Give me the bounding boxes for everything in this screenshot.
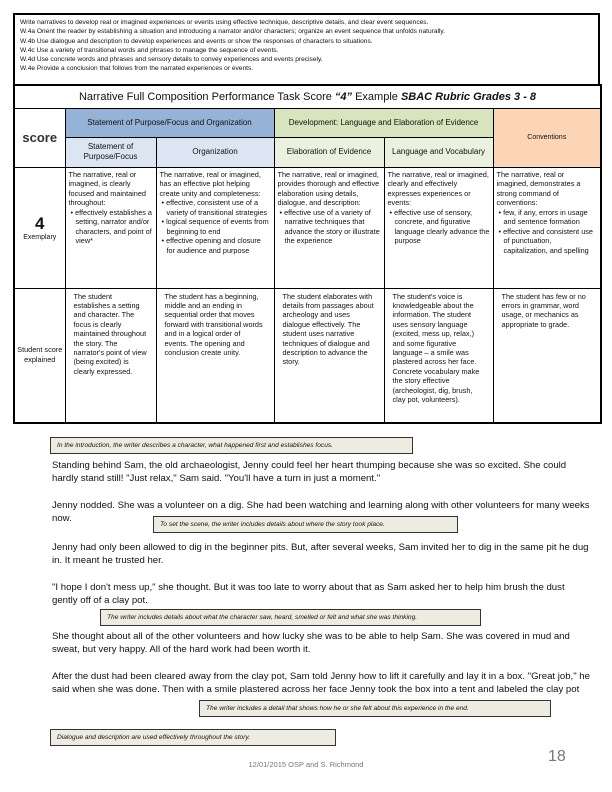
standard-line: W.4a Orient the reader by establishing a situation and introducing a narrator and/or characters; organize an event sequence that unfolds naturally. [20,28,446,36]
explained-language: The student's voice is knowledgeable about the information. The student uses sensory language (excited, mess up, relax,) and some figurative language – a smile was plastered across her face. Concrete vocabulary make the story effective (archeologist, dig, brush, clay pot, volunteers). [384,288,493,423]
header-development: Development: Language and Elaboration of Evidence [274,108,493,137]
story-paragraph: After the dust had been cleared away from the clay pot, Sam told Jenny how to lift it carefully and lay it in a box. "Great job," he said when she was done. Then with a smile plastered across her face Jenny took the box into a tent and labeled the clay pot [52,671,590,695]
standard-line: W.4d Use concrete words and phrases and sensory details to convey experiences and events precisely. [20,56,323,64]
footer-credit: 12/01/2015 OSP and S. Richmond [248,760,364,769]
score-header: score [14,108,65,167]
story-paragraph: Standing behind Sam, the old archaeologist, Jenny could feel her heart thumping because she was so excited. She could hardly stand still! "Just relax," Sam said. "You'll have a turn in just a moment." [52,460,567,484]
annotation-ending: The writer includes a detail that shows how he or she felt about this experience in the end. [199,700,551,717]
annotation-intro: In the introduction, the writer describes a character, what happened first and establishes focus. [50,437,413,454]
score-4-row [14,167,601,288]
page-number: 18 [548,748,566,765]
annotation-setting: To set the scene, the writer includes details about where the story took place. [153,516,458,533]
rubric-title: Narrative Full Composition Performance Task Score “4” Example SBAC Rubric Grades 3 - 8 [14,85,601,108]
rubric-table [13,84,602,424]
subheader-organization: Organization [156,137,274,167]
score-label: Exemplary [23,234,57,241]
story-paragraph: Jenny nodded. She was a volunteer on a dig. She had been watching and learning along with other volunteers for many weeks now. [52,500,590,524]
explained-label: Student score explained [14,288,65,423]
story-paragraph: Jenny had only been allowed to dig in the beginner pits. But, after several weeks, Sam invited her to dig in the same pit he dug in. It meant he trusted her. [52,542,589,566]
standard-line: W.4b Use dialogue and description to develop experiences and events or show the responses of characters to situations. [20,37,373,45]
header-conventions: Conventions [493,108,601,167]
title-rubric: SBAC Rubric Grades 3 - 8 [400,90,537,103]
standard-line: W.4c Use a variety of transitional words and phrases to manage the sequence of events. [20,46,279,54]
explained-elaboration: The student elaborates with details from passages about archeology and uses dialogue effectively. The student uses narrative techniques of dialogue and description to advance the story. [274,288,384,423]
criteria-elaboration: The narrative, real or imagined, provides thorough and effective elaboration using details, dialogue, and description: • effective use of a variety of narrative techniques that advance the story or illustrate the experience [274,167,384,288]
explained-conventions: The student has few or no errors in grammar, word usage, or mechanics as appropriate to grade. [493,288,601,423]
explained-organization: The student has a beginning, middle and an ending in sequential order that moves forward with transitional words and in a logical order of events. The opening and conclusion create unity. [156,288,274,423]
header-purpose-organization: Statement of Purpose/Focus and Organization [65,108,274,137]
criteria-organization: The narrative, real or imagined, has an effective plot helping create unity and completeness: • effective, consistent use of a variety of transitional strategies • logical sequence of events from beginning to end • effective opening and closure for audience and purpose [156,167,274,288]
criteria-conventions: The narrative, real or imagined, demonstrates a strong command of conventions: • few, if any, errors in usage and sentence formation • effective and consistent use of punctuation, capitalization, and spelling [493,167,601,288]
explained-row [14,288,601,423]
subheader-elaboration: Elaboration of Evidence [274,137,384,167]
explained-purpose: The student establishes a setting and character. The focus is clearly maintained throughout the story. The narrator's point of view (being excited) is clearly expressed. [65,288,156,423]
story-paragraph: She thought about all of the other volunteers and how lucky she was to be able to help Sam. She was covered in mud and sweat, but very happy. All of the hard work had been worth it. [52,631,570,655]
standard-line: W.4e Provide a conclusion that follows from the narrated experiences or events. [20,65,254,73]
annotation-senses: The writer includes details about what the character saw, heard, smelled or felt and what she was thinking. [100,609,481,626]
standard-line: Write narratives to develop real or imagined experiences or events using effective technique, descriptive details, and clear event sequences. [20,19,429,26]
score-cell [14,167,65,288]
subheader-purpose: Statement of Purpose/Focus [65,137,156,167]
story-paragraph: "I hope I don't mess up," she thought. But it was too late to worry about that as Sam asked her to help him brush the dust gently off of a clay pot. [52,582,565,606]
annotation-dialogue: Dialogue and description are used effectively throughout the story. [50,729,336,746]
standards-box [13,13,600,84]
title-score: “4” [334,90,353,103]
criteria-purpose: The narrative, real or imagined, is clearly focused and maintained throughout: • effectively establishes a setting, narrator and/or characters, and point of view* [65,167,156,288]
score-value: 4 [35,214,45,233]
criteria-language: The narrative, real or imagined, clearly and effectively expresses experiences or events: • effective use of sensory, concrete, and figurative language clearly advance the purpose [384,167,493,288]
subheader-language: Language and Vocabulary [384,137,493,167]
